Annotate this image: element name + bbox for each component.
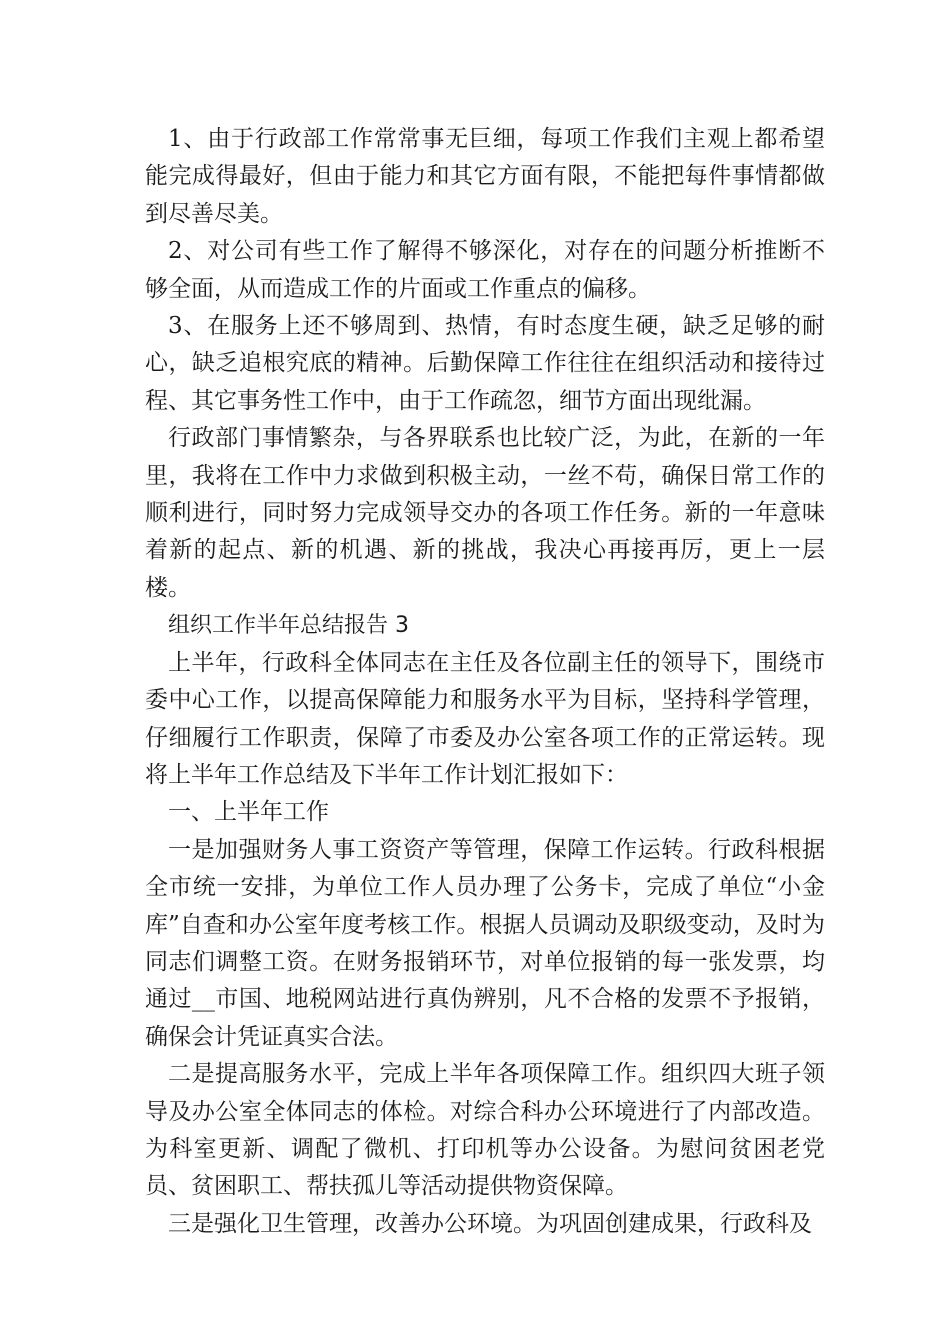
- paragraph-shortcoming-3: 3、在服务上还不够周到、热情，有时态度生硬，缺乏足够的耐心，缺乏追根究底的精神。后勤保障工作往往在组织活动和接待过程、其它事务性工作中，由于工作疏忽，细节方面出现纰漏。: [145, 313, 825, 414]
- paragraph-hygiene-management: 三是强化卫生管理，改善办公环境。为巩固创建成果，行政科及: [168, 1210, 812, 1237]
- paragraph-shortcoming-2: 2、对公司有些工作了解得不够深化，对存在的问题分析推断不够全面，从而造成工作的片面或工作重点的偏移。: [145, 238, 825, 302]
- paragraph-service-level: 二是提高服务水平，完成上半年各项保障工作。组织四大班子领导及办公室全体同志的体检。对综合科办公环境进行了内部改造。为科室更新、调配了微机、打印机等办公设备。为慰问贫困老党员、贫困职工、帮扶孤儿等活动提供物资保障。: [145, 1061, 825, 1200]
- paragraph-new-year-plan: 行政部门事情繁杂，与各界联系也比较广泛，为此，在新的一年里，我将在工作中力求做到积极主动，一丝不苟，确保日常工作的顺利进行，同时努力完成领导交办的各项工作任务。新的一年意味着新的起点、新的机遇、新的挑战，我决心再接再厉，更上一层楼。: [145, 425, 825, 601]
- section-heading-report-3: 组织工作半年总结报告 3: [168, 613, 409, 639]
- paragraph-intro: 上半年，行政科全体同志在主任及各位副主任的领导下，围绕市委中心工作，以提高保障能力和服务水平为目标，坚持科学管理，仔细履行工作职责，保障了市委及办公室各项工作的正常运转。现将上半年工作总结及下半年工作计划汇报如下：: [145, 649, 825, 788]
- paragraph-finance-management: 一是加强财务人事工资资产等管理，保障工作运转。行政科根据全市统一安排，为单位工作人员办理了公务卡，完成了单位“小金库”自查和办公室年度考核工作。根据人员调动及职级变动，及时为同志们调整工资。在财务报销环节，对单位报销的每一张发票，均通过__市国、地税网站进行真伪辨别，凡不合格的发票不予报销，确保会计凭证真实合法。: [145, 836, 825, 1050]
- subheading-first-half-work: 一、上半年工作: [168, 799, 329, 826]
- paragraph-shortcoming-1: 1、由于行政部工作常常事无巨细，每项工作我们主观上都希望能完成得最好，但由于能力和其它方面有限，不能把每件事情都做到尽善尽美。: [145, 126, 825, 227]
- document-body: [145, 121, 825, 1243]
